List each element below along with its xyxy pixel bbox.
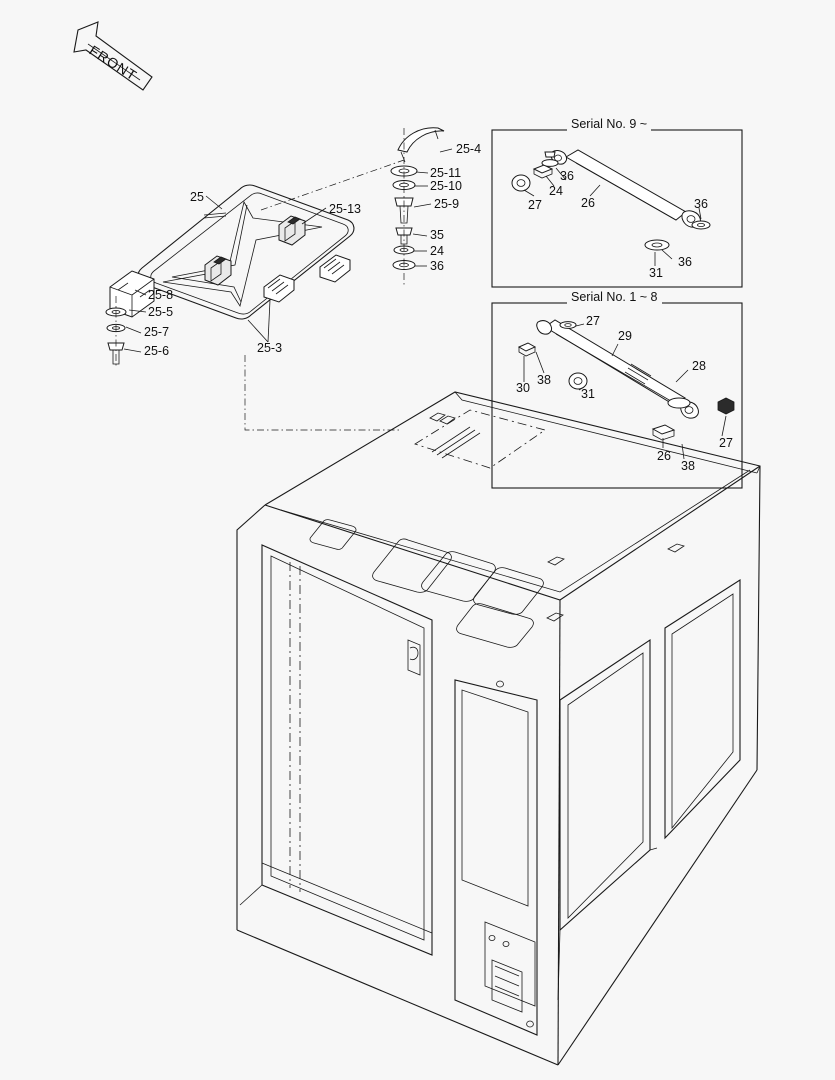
callout-30: 30 (516, 381, 530, 395)
callout-25-13: 25-13 (329, 202, 361, 216)
callout-28: 28 (692, 359, 706, 373)
callout-27-c: 27 (719, 436, 733, 450)
callout-38-a: 38 (537, 373, 551, 387)
callout-25-11: 25-11 (430, 166, 462, 180)
callout-25-4: 25-4 (456, 142, 482, 156)
callout-29: 29 (618, 329, 632, 343)
callout-31-a: 31 (649, 266, 663, 280)
callout-24-b: 24 (549, 184, 563, 198)
callout-25-3: 25-3 (257, 341, 283, 355)
callout-26-a: 26 (581, 196, 595, 210)
callout-36-c: 36 (694, 197, 708, 211)
callout-36-a: 36 (430, 259, 444, 273)
callout-27-a: 27 (528, 198, 542, 212)
inset-title-serial-1-8: Serial No. 1 ~ 8 (567, 291, 662, 304)
front-direction-label: FRONT (86, 42, 141, 84)
callout-25-6: 25-6 (144, 344, 170, 358)
callout-27-b: 27 (586, 314, 600, 328)
callout-36-d: 36 (678, 255, 692, 269)
callout-26-b: 26 (657, 449, 671, 463)
roof-hatch-panel (110, 185, 354, 319)
callout-35: 35 (430, 228, 444, 242)
operator-cab-assembly (237, 392, 760, 1065)
callout-25-8: 25-8 (148, 288, 174, 302)
inset-title-serial-9: Serial No. 9 ~ (567, 118, 651, 131)
callout-36-b: 36 (560, 169, 574, 183)
callout-25-5: 25-5 (148, 305, 174, 319)
callout-25-9: 25-9 (434, 197, 460, 211)
callout-25: 25 (190, 190, 204, 204)
callout-24-a: 24 (430, 244, 444, 258)
callout-31-b: 31 (581, 387, 595, 401)
callout-38-b: 38 (681, 459, 695, 473)
callout-25-10: 25-10 (430, 179, 462, 193)
callout-25-7: 25-7 (144, 325, 170, 339)
